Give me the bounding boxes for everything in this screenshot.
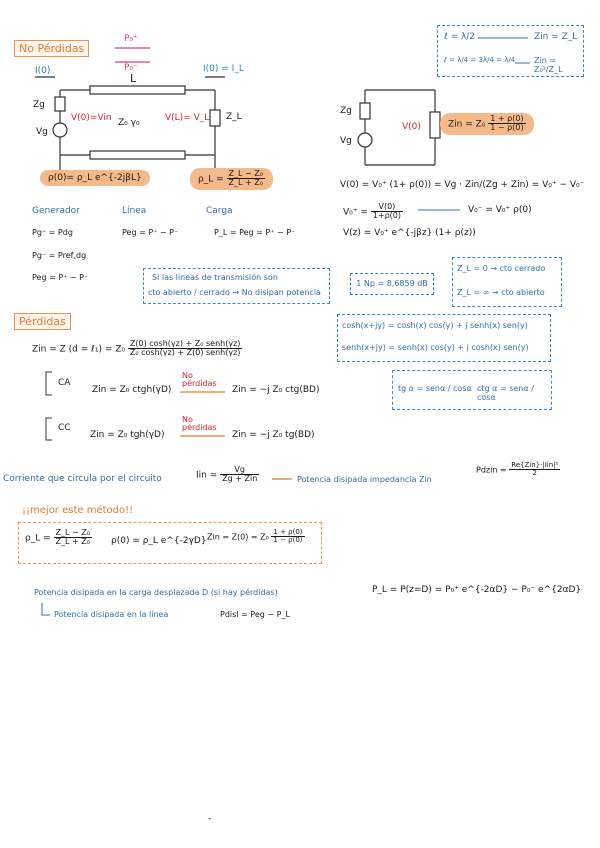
rhol-lhs: ρ_L = — [198, 174, 224, 185]
v0m-eq: V₀⁻ = V₀⁺ ρ(0) — [468, 205, 532, 215]
zin-loss-num: Z(0) cosh(γz) + Z₀ senh(γz) — [129, 339, 241, 348]
gen-eq-2: Pg⁻ = Pref,dg — [32, 251, 87, 260]
v0p-frac — [371, 203, 403, 221]
i0-label: I(0) — [35, 66, 51, 76]
zin-lhs: Zin = Z₀ — [448, 119, 486, 130]
neper-box — [350, 273, 434, 295]
method-rho0: ρ(0) = ρ_L e^{-2γD} — [111, 536, 207, 546]
iin-lhs: Iin = — [196, 470, 218, 481]
line-power-text: Potencia disipada en la línea — [54, 610, 169, 619]
quarter-wave-lhs: ℓ = λ/4 = 3λ/4 = λ/4 — [444, 56, 516, 64]
cc-arrow-label: No pérdidas — [182, 415, 217, 432]
quarter-wave-rhs: Zin = Z₀²/Z_L — [534, 56, 563, 74]
iin-num: Vg — [220, 466, 259, 475]
ca-eq: Zin = Z₀ ctgh(γD) — [92, 385, 172, 395]
zin-loss-eq — [32, 340, 242, 358]
method-zin-num: 1 + ρ(0) — [273, 528, 303, 536]
ctg-identity: ctg α = senα / cosα — [477, 384, 534, 402]
half-quarter-box — [437, 25, 584, 77]
zin-loss-frac — [128, 340, 243, 358]
zl-inf: Z_L = ∞ → cto abierto — [457, 288, 545, 297]
senh-identity: senh(x+jy) = senh(x) cos(y) + j cosh(x) sen(y) — [342, 343, 529, 352]
line-power-eq: Pdisl = Peg − P_L — [220, 610, 290, 619]
rhol-den: Z_L + Z₀ — [228, 178, 263, 188]
p0-minus: P₀⁻ — [124, 63, 138, 73]
ca-arrow-label: No pérdidas — [182, 371, 217, 388]
pdzin-eq — [476, 462, 560, 478]
gen-eq-1: Pg⁺ = Pdg — [32, 228, 73, 237]
hyperbolic-box — [337, 314, 551, 362]
method-rho-lhs: ρ_L = — [25, 533, 51, 544]
cc-label: CC — [58, 423, 71, 433]
rhol-frac — [227, 170, 265, 188]
voltage-eq-1: V(0) = V₀⁺ (1+ ρ(0)) = Vg · Zin/(Zg + Zin) = V₀⁺ − V₀⁻ — [340, 180, 585, 190]
lines-note-1: Si las líneas de transmisión son — [152, 273, 278, 282]
load-power-text: Potencia disipada en la carga desplazada D (si hay pérdidas) — [34, 588, 278, 597]
zin-loss-lhs: Zin = Z (d = ℓ₁) = Z₀ — [32, 344, 126, 355]
half-wave-lhs: ℓ = λ/2 — [444, 32, 476, 42]
cosh-identity: cosh(x+jy) = cosh(x) cos(y) + j senh(x) sen(y) — [342, 321, 528, 330]
pdzin-lhs: Pdzin = — [476, 465, 507, 475]
zg2-label: Zg — [340, 106, 352, 116]
vz-eq: V(z) = V₀⁺ e^{-jβz} (1+ ρ(z)) — [343, 228, 476, 238]
iin-den: Zg + Zin — [222, 474, 258, 484]
tg-identity: tg α = senα / cosα — [398, 384, 472, 393]
pdzin-den: 2 — [532, 469, 537, 478]
zin-highlight — [440, 113, 534, 135]
length-label: L — [130, 72, 137, 85]
col-linea: Línea — [122, 206, 147, 216]
trig-box — [392, 370, 552, 410]
zl-label: Z_L — [226, 112, 242, 122]
no-loss-title: No Pérdidas — [14, 40, 89, 57]
zg-label: Zg — [33, 100, 45, 110]
zl-cases-box — [452, 257, 562, 307]
method-zin — [207, 529, 305, 545]
col-generador: Generador — [32, 206, 80, 216]
method-rho-num: Z_L − Z₀ — [55, 528, 90, 537]
iin-eq — [196, 466, 259, 484]
method-zin-den: 1 − ρ(0) — [273, 536, 303, 545]
rho0-eq: ρ(0)= ρ_L e^{-2jβL} — [48, 173, 142, 183]
zin-loss-den: Z₀ cosh(γz) + Z(0) senh(γz) — [129, 348, 241, 358]
rho0-highlight — [40, 170, 150, 186]
rhol-highlight — [190, 168, 273, 190]
p0-plus: P₀⁺ — [124, 34, 138, 44]
v0p-num: V(0) — [371, 203, 403, 212]
iin-frac — [220, 466, 259, 484]
line-eq-1: Peg = P⁺ − P⁻ — [122, 228, 179, 237]
ca-result: Zin = −j Z₀ ctg(BD) — [232, 385, 320, 395]
vg-label: Vg — [36, 127, 48, 137]
lines-note-2: cto abierto / cerrado → No disipan potencia — [148, 288, 321, 297]
lines-note-box — [143, 268, 330, 304]
method-rho-frac — [54, 529, 92, 547]
ca-label: CA — [58, 378, 71, 388]
rhol-num: Z_L − Z₀ — [228, 169, 263, 178]
page-mark: - — [208, 814, 212, 824]
load-eq-1: P_L = Peg = P⁺ − P⁻ — [214, 228, 296, 237]
cc-result: Zin = −j Z₀ tg(BD) — [232, 430, 315, 440]
zin-den: 1 − ρ(0) — [490, 123, 524, 133]
losses-title: Pérdidas — [14, 313, 71, 330]
cc-eq: Zin = Z₀ tgh(γD) — [90, 430, 165, 440]
v0-2-label: V(0) — [402, 122, 421, 132]
v0p-den: 1+ρ(0) — [372, 211, 401, 221]
il-label: I(0) = I_L — [203, 64, 244, 74]
half-wave-rhs: Zin = Z_L — [534, 32, 578, 42]
method-box — [18, 522, 322, 564]
pdzin-frac — [509, 462, 560, 478]
current-text: Corriente que circula por el circuito — [3, 474, 162, 484]
z0-gamma-label: Z₀ γ₀ — [118, 118, 140, 128]
pdzin-num: Re{Zin}·|Iin|² — [511, 461, 559, 469]
load-power-eq: P_L = P(z=D) = P₀⁺ e^{-2αD} − P₀⁻ e^{2αD} — [372, 585, 582, 595]
gen-eq-3: Peg = P⁺ − P⁻ — [32, 273, 89, 282]
v0p-lhs: V₀⁺ = — [343, 207, 368, 218]
zin-num: 1 + ρ(0) — [490, 114, 524, 123]
method-zin-frac — [271, 529, 304, 545]
zl-zero: Z_L = 0 → cto cerrado — [457, 264, 546, 273]
method-title: ¡¡mejor este método!! — [22, 505, 134, 516]
vl-label: V(L)= V_L — [165, 113, 210, 123]
vg2-label: Vg — [340, 136, 352, 146]
neper-eq: 1 Np = 8,6859 dB — [356, 279, 428, 288]
zin-frac — [488, 115, 525, 133]
col-carga: Carga — [206, 206, 233, 216]
method-rho-den: Z_L + Z₀ — [55, 537, 90, 547]
v0-label: V(0)=Vin — [71, 113, 112, 123]
dissipated-text: Potencia disipada impedancia Zin — [297, 475, 432, 484]
method-zin-lhs: Zin = Z(0) = Z₀ — [207, 532, 269, 542]
v0p-eq — [343, 203, 403, 221]
method-rho — [25, 529, 92, 547]
